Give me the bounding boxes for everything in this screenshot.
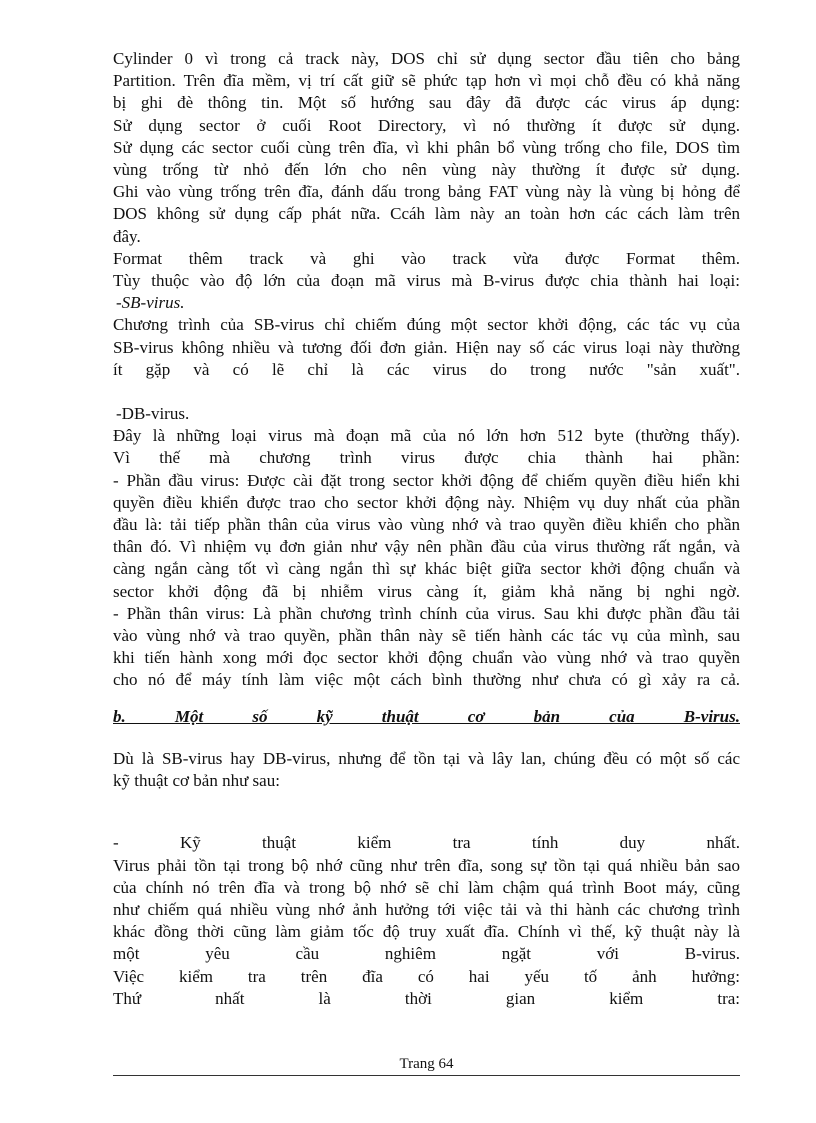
text-line: Chương trình của SB-virus chỉ chiếm đúng một sector khởi động, các tác vụ của bbox=[113, 315, 740, 335]
page-number: Trang 64 bbox=[399, 1056, 454, 1072]
text-line: bị ghi đè thông tin. Một số hướng sau đây đã được các virus áp dụng: bbox=[113, 93, 740, 113]
text-line: đầu là: tải tiếp phần thân của virus vào vùng nhớ và trao quyền điều khiển cho phần bbox=[113, 515, 740, 535]
text-line: Ghi vào vùng trống trên đĩa, đánh dấu trong bảng FAT vùng này là vùng bị hỏng để bbox=[113, 182, 740, 202]
db-virus-label: -DB-virus. bbox=[116, 404, 190, 424]
text-line: DOS không sử dụng cấp phát nữa. Ccáh làm này an toàn hơn các cách làm trên bbox=[113, 204, 740, 224]
text-line: vào vùng nhớ và trao quyền, phần thân này sẽ tiến hành các tác vụ của mình, sau bbox=[113, 626, 740, 646]
text-line: - Kỹ thuật kiểm tra tính duy nhất. bbox=[113, 833, 740, 853]
paragraph-intro-techniques bbox=[113, 748, 740, 792]
text-line: khi tiến hành xong mới đọc sector khởi động chuẩn vào vùng nhớ và trao quyền bbox=[113, 648, 740, 668]
text-line: sector khởi động đã bị nhiễm virus càng ít, giảm khả năng bị nghi ngờ. bbox=[113, 581, 740, 601]
text-line: quyền điều khiển được trao cho sector khởi động này. Nhiệm vụ duy nhất của phần bbox=[113, 492, 740, 512]
spacer bbox=[113, 728, 740, 748]
text-line: ít gặp và có lẽ chỉ là các virus do trong nước "sản xuất". bbox=[113, 359, 740, 379]
spacer bbox=[113, 381, 740, 403]
paragraph-db-virus bbox=[113, 425, 740, 691]
text-line: vùng trống từ nhỏ đến lớn cho nên vùng này thường ít được sử dụng. bbox=[113, 160, 740, 180]
text-line: Partition. Trên đĩa mềm, vị trí cất giữ sẽ phức tạp hơn vì mọi chỗ đều có khả năng bbox=[113, 71, 740, 91]
text-line: khác đồng thời cũng làm giảm tốc độ truy xuất đĩa. Chính vì thế, kỹ thuật này là bbox=[113, 922, 740, 942]
spacer bbox=[113, 692, 740, 706]
text-line: kỹ thuật cơ bản như sau: bbox=[113, 771, 280, 791]
text-line: - Phần thân virus: Là phần chương trình chính của virus. Sau khi được phần đầu tải bbox=[113, 603, 740, 623]
text-line: càng ngắn càng tốt vì càng ngắn thì sự khác biệt giữa sector khởi động chuẩn và bbox=[113, 559, 740, 579]
text-line: như chiếm quá nhiều vùng nhớ ảnh hưởng tới việc tải và thi hành các chương trình bbox=[113, 899, 740, 919]
text-line: một yêu cầu nghiêm ngặt với B-virus. bbox=[113, 944, 740, 964]
text-line: Đây là những loại virus mà đoạn mã của nó lớn hơn 512 byte (thường thấy). bbox=[113, 426, 740, 446]
text-line: thân đó. Vì nhiệm vụ đơn giản như vậy nên phần đầu của virus thường rất ngắn, và bbox=[113, 537, 740, 557]
text-line: cho nó để máy tính làm việc một cách bình thường như chưa có gì xảy ra cả. bbox=[113, 670, 740, 690]
text-line: đây. bbox=[113, 226, 141, 246]
document-body bbox=[113, 48, 740, 1010]
sb-virus-label: -SB-virus. bbox=[116, 293, 185, 313]
paragraph-format-track bbox=[113, 248, 740, 292]
text-line: Sử dụng sector ở cuối Root Directory, vì nó thường ít được sử dụng. bbox=[113, 115, 740, 135]
text-line: Cylinder 0 vì trong cả track này, DOS chỉ sử dụng sector đầu tiên cho bảng bbox=[113, 49, 740, 68]
text-line: của chính nó trên đĩa và trong bộ nhớ sẽ chỉ làm chậm quá trình Boot máy, cũng bbox=[113, 877, 740, 897]
text-line: - Phần đầu virus: Được cài đặt trong sector khởi động để chiếm quyền điều hiển khi bbox=[113, 470, 740, 490]
footer-divider bbox=[113, 1075, 740, 1076]
text-line: Format thêm track và ghi vào track vừa được Format thêm. bbox=[113, 248, 740, 268]
text-line: Thứ nhất là thời gian kiểm tra: bbox=[113, 988, 740, 1008]
paragraph-uniqueness-check bbox=[113, 832, 740, 1010]
paragraph-storage-locations bbox=[113, 48, 740, 248]
paragraph-sb-virus bbox=[113, 314, 740, 381]
text-line: SB-virus không nhiều và tương đối đơn giản. Hiện nay số các virus loại này thường bbox=[113, 337, 740, 357]
text-line: Dù là SB-virus hay DB-virus, nhưng để tồn tại và lây lan, chúng đều có một số các bbox=[113, 748, 740, 768]
section-heading: b. Một số kỹ thuật cơ bản của B-virus. bbox=[113, 706, 740, 726]
text-line: Tùy thuộc vào độ lớn của đoạn mã virus mà B-virus được chia thành hai loại: bbox=[113, 271, 740, 291]
text-line: Việc kiểm tra trên đĩa có hai yếu tố ảnh hưởng: bbox=[113, 966, 740, 986]
spacer bbox=[113, 792, 740, 832]
text-line: Vì thế mà chương trình virus được chia thành hai phần: bbox=[113, 448, 740, 468]
text-line: Virus phải tồn tại trong bộ nhớ cũng như trên đĩa, song sự tồn tại quá nhiều bản sao bbox=[113, 855, 740, 875]
text-line: Sử dụng các sector cuối cùng trên đĩa, vì khi phân bổ vùng trống cho file, DOS tìm bbox=[113, 137, 740, 157]
